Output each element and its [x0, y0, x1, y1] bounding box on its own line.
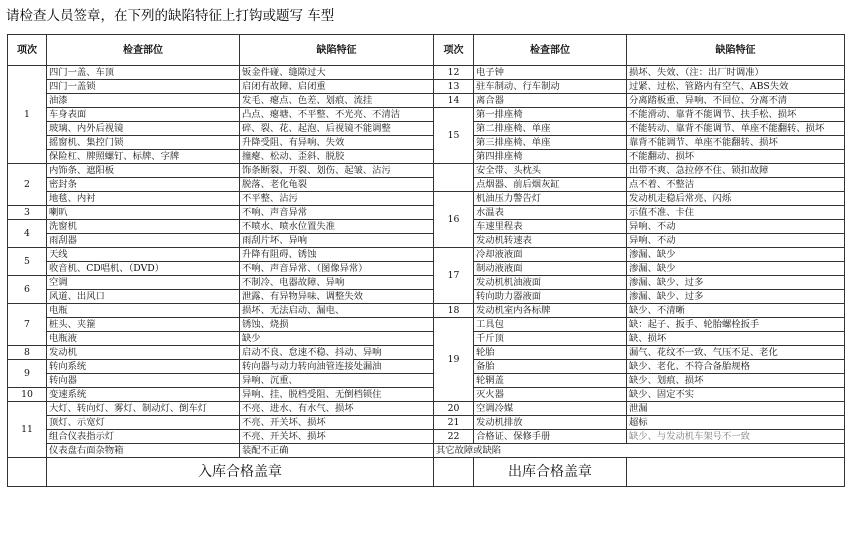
defect-description: 脱落、老化龟裂 — [240, 178, 434, 192]
table-row — [8, 136, 845, 150]
table-row — [8, 122, 845, 136]
header-row — [8, 35, 845, 66]
defect-description: 升降有阻碍、锈蚀 — [240, 248, 434, 262]
defect-description: 异响、沉重、 — [240, 374, 434, 388]
defect-description: 撞瘪、松动、歪斜、脱胶 — [240, 150, 434, 164]
inspection-part: 变速系统 — [47, 388, 240, 402]
item-number: 17 — [434, 248, 474, 304]
defect-description: 渗漏、缺少、过多 — [627, 290, 845, 304]
defect-description: 不制冷、电器故障、异响 — [240, 276, 434, 290]
inspection-part: 离合器 — [474, 94, 627, 108]
inspection-part: 轮胎 — [474, 346, 627, 360]
inbound-stamp-label: 入库合格盖章 — [47, 458, 434, 487]
defect-description: 不亮、开关坏、损坏 — [240, 430, 434, 444]
inspection-part: 洗窗机 — [47, 220, 240, 234]
inspection-part: 密封条 — [47, 178, 240, 192]
item-number: 14 — [434, 94, 474, 108]
inspection-part: 点烟器、前后烟灰缸 — [474, 178, 627, 192]
table-row — [8, 416, 845, 430]
inspection-part: 第四排座椅 — [474, 150, 627, 164]
defect-description: 缺少、老化、不符合备胎规格 — [627, 360, 845, 374]
item-number: 2 — [8, 164, 47, 206]
inspection-part: 玻璃、内外后视镜 — [47, 122, 240, 136]
table-row — [8, 206, 845, 220]
inspection-part: 内饰条、遮阳板 — [47, 164, 240, 178]
inspection-part: 冷却液液面 — [474, 248, 627, 262]
defect-description: 靠背不能调节、单座不能翻转、损坏 — [627, 136, 845, 150]
defect-description: 不能翻动、损坏 — [627, 150, 845, 164]
defect-description: 损坏、无法启动、漏电、 — [240, 304, 434, 318]
inspection-part: 顶灯、示宽灯 — [47, 416, 240, 430]
defect-description: 缺：起子、扳手、轮胎螺栓扳手 — [627, 318, 845, 332]
inspection-part: 四门一盖、车顶 — [47, 66, 240, 80]
defect-description: 泄露、有异物异味、调整失效 — [240, 290, 434, 304]
table-row — [8, 318, 845, 332]
table-row — [8, 388, 845, 402]
item-number: 13 — [434, 80, 474, 94]
stamp-row — [8, 458, 845, 487]
table-row — [8, 80, 845, 94]
inspection-part: 第一排座椅 — [474, 108, 627, 122]
inspection-part: 千斤顶 — [474, 332, 627, 346]
defect-description: 升降受阻、有异响、失效 — [240, 136, 434, 150]
table-row — [8, 164, 845, 178]
inspection-part: 地毯、内衬 — [47, 192, 240, 206]
item-number: 7 — [8, 304, 47, 346]
inspection-part: 风道、出风口 — [47, 290, 240, 304]
item-number: 20 — [434, 402, 474, 416]
stamp-blank-left — [8, 458, 47, 487]
inspection-part: 仪表盘右面杂物箱 — [47, 444, 240, 458]
inspection-part: 发动机排放 — [474, 416, 627, 430]
item-number: 18 — [434, 304, 474, 318]
other-defects-note: 其它故障或缺陷 — [434, 444, 845, 458]
table-row — [8, 192, 845, 206]
inspection-part: 油漆 — [47, 94, 240, 108]
inspection-part: 摇窗机、集控门锁 — [47, 136, 240, 150]
table-row — [8, 402, 845, 416]
table-row — [8, 444, 845, 458]
defect-description: 损坏、失效、（注：出厂时调准） — [627, 66, 845, 80]
defect-description: 渗漏、缺少 — [627, 248, 845, 262]
table-row — [8, 108, 845, 122]
inspection-part: 转向器 — [47, 374, 240, 388]
inspection-part: 大灯、转向灯、雾灯、制动灯、倒车灯 — [47, 402, 240, 416]
outbound-stamp-label: 出库合格盖章 — [474, 458, 627, 487]
inspection-part: 保险杠、牌照螺钉、标牌、字牌 — [47, 150, 240, 164]
inspection-part: 电瓶液 — [47, 332, 240, 346]
inspection-part: 发动机转速表 — [474, 234, 627, 248]
defect-description: 不能转动、靠背不能调节、单座不能翻转、损坏 — [627, 122, 845, 136]
defect-description: 不喷水、喷水位置失准 — [240, 220, 434, 234]
inspection-part: 备胎 — [474, 360, 627, 374]
item-number: 6 — [8, 276, 47, 304]
inspection-part: 发动机机油液面 — [474, 276, 627, 290]
table-row — [8, 94, 845, 108]
inspection-part: 第三排座椅、单座 — [474, 136, 627, 150]
defect-description: 雨刮片坏、异响 — [240, 234, 434, 248]
item-number: 11 — [8, 402, 47, 458]
defect-description: 点不着、不整洁 — [627, 178, 845, 192]
defect-description: 异响、不动 — [627, 220, 845, 234]
defect-description: 分离踏板重、异响、不回位、分离不清 — [627, 94, 845, 108]
inspection-part: 雨刮器 — [47, 234, 240, 248]
table-row — [8, 360, 845, 374]
inspection-part: 制动液液面 — [474, 262, 627, 276]
defect-description: 泄漏 — [627, 402, 845, 416]
defect-description: 缺少、与发动机车架号不一致 — [627, 430, 845, 444]
header-no-right: 项次 — [434, 35, 474, 66]
defect-description: 凸点、瘪塘、不平整、不光亮、不清洁 — [240, 108, 434, 122]
inspection-part: 转向系统 — [47, 360, 240, 374]
inspection-part: 四门一盖锁 — [47, 80, 240, 94]
defect-description: 发毛、瘪点、色差、划痕、流挂 — [240, 94, 434, 108]
table-row — [8, 374, 845, 388]
defect-description: 渗漏、缺少、过多 — [627, 276, 845, 290]
inspection-table-body — [8, 35, 845, 487]
table-row — [8, 276, 845, 290]
table-row — [8, 234, 845, 248]
inspection-part: 第二排座椅、单座 — [474, 122, 627, 136]
table-row — [8, 290, 845, 304]
inspection-table — [7, 34, 845, 487]
instruction-text: 请检查人员签章，在下列的缺陷特征上打钩或题写 车型 — [6, 8, 335, 24]
table-row — [8, 262, 845, 276]
inspection-part: 安全带、头枕头 — [474, 164, 627, 178]
item-number: 3 — [8, 206, 47, 220]
defect-description: 发动机走稳后常亮、闪烁 — [627, 192, 845, 206]
defect-description: 缺少 — [240, 332, 434, 346]
item-number — [434, 164, 474, 192]
defect-description: 启动不良、怠速不稳、抖动、异响 — [240, 346, 434, 360]
stamp-blank-right — [434, 458, 474, 487]
defect-description: 示值不准、卡住 — [627, 206, 845, 220]
defect-description: 出带不爽、急拉停不住、锁扣故障 — [627, 164, 845, 178]
item-number: 16 — [434, 192, 474, 248]
inspection-part: 空调 — [47, 276, 240, 290]
inspection-part: 机油压力警告灯 — [474, 192, 627, 206]
inspection-part: 车速里程表 — [474, 220, 627, 234]
inspection-part: 水温表 — [474, 206, 627, 220]
defect-description: 钣金件碰、缝隙过大 — [240, 66, 434, 80]
defect-description: 缺少、划痕、损坏 — [627, 374, 845, 388]
defect-description: 渗漏、缺少 — [627, 262, 845, 276]
defect-description: 不亮、进水、有水气、损坏 — [240, 402, 434, 416]
table-row — [8, 178, 845, 192]
item-number: 19 — [434, 318, 474, 402]
defect-description: 缺少、不清晰 — [627, 304, 845, 318]
table-row — [8, 430, 845, 444]
item-number: 21 — [434, 416, 474, 430]
inspection-part: 天线 — [47, 248, 240, 262]
inspection-part: 收音机、CD唱机、（DVD） — [47, 262, 240, 276]
item-number: 4 — [8, 220, 47, 248]
header-part-left: 检查部位 — [47, 35, 240, 66]
item-number: 10 — [8, 388, 47, 402]
defect-description: 不平整、沾污 — [240, 192, 434, 206]
defect-description: 碎、裂、花、起泡、后视镜不能调整 — [240, 122, 434, 136]
item-number: 9 — [8, 360, 47, 388]
defect-description: 缺、损坏 — [627, 332, 845, 346]
header-defect-left: 缺陷特征 — [240, 35, 434, 66]
defect-description: 缺少、固定不实 — [627, 388, 845, 402]
defect-description: 不能滑动、靠背不能调节、扶手松、损坏 — [627, 108, 845, 122]
defect-description: 饰条断裂、开裂、划伤、起皱、沾污 — [240, 164, 434, 178]
defect-description: 过紧、过松、管路内有空气、ABS失效 — [627, 80, 845, 94]
table-row — [8, 332, 845, 346]
defect-description: 异响、不动 — [627, 234, 845, 248]
table-row — [8, 248, 845, 262]
table-row — [8, 346, 845, 360]
inspection-part: 转向助力器液面 — [474, 290, 627, 304]
inspection-part: 发动机 — [47, 346, 240, 360]
defect-description: 不响、声音异常 — [240, 206, 434, 220]
inspection-part: 轮辋盖 — [474, 374, 627, 388]
inspection-part: 工具包 — [474, 318, 627, 332]
defect-description: 启闭有故障、启闭重 — [240, 80, 434, 94]
table-row — [8, 304, 845, 318]
item-number: 22 — [434, 430, 474, 444]
table-row — [8, 220, 845, 234]
defect-description: 不亮、开关坏、损坏 — [240, 416, 434, 430]
table-row — [8, 150, 845, 164]
defect-description: 锈蚀、烧损 — [240, 318, 434, 332]
inspection-part: 驻车制动、行车制动 — [474, 80, 627, 94]
header-defect-right: 缺陷特征 — [627, 35, 845, 66]
item-number: 5 — [8, 248, 47, 276]
item-number: 1 — [8, 66, 47, 164]
inspection-part: 电瓶 — [47, 304, 240, 318]
inspection-part: 空调冷媒 — [474, 402, 627, 416]
defect-description: 超标 — [627, 416, 845, 430]
inspection-part: 发动机室内各标牌 — [474, 304, 627, 318]
item-number: 12 — [434, 66, 474, 80]
item-number: 8 — [8, 346, 47, 360]
defect-description: 装配不正确 — [240, 444, 434, 458]
defect-description: 异响、挂、脱档受阻、无倒档锁住 — [240, 388, 434, 402]
outbound-stamp-area — [627, 458, 845, 487]
header-no-left: 项次 — [8, 35, 47, 66]
inspection-part: 组合仪表指示灯 — [47, 430, 240, 444]
defect-description: 转向器与动力转向油管连接处漏油 — [240, 360, 434, 374]
inspection-part: 车身表面 — [47, 108, 240, 122]
header-part-right: 检查部位 — [474, 35, 627, 66]
inspection-part: 合格证、保修手册 — [474, 430, 627, 444]
inspection-part: 桩头、夹箍 — [47, 318, 240, 332]
inspection-part: 灭火器 — [474, 388, 627, 402]
table-row — [8, 66, 845, 80]
defect-description: 不响、声音异常、（图像异常） — [240, 262, 434, 276]
inspection-part: 喇叭 — [47, 206, 240, 220]
defect-description: 漏气、花纹不一致、气压不足、老化 — [627, 346, 845, 360]
inspection-part: 电子钟 — [474, 66, 627, 80]
item-number: 15 — [434, 108, 474, 164]
